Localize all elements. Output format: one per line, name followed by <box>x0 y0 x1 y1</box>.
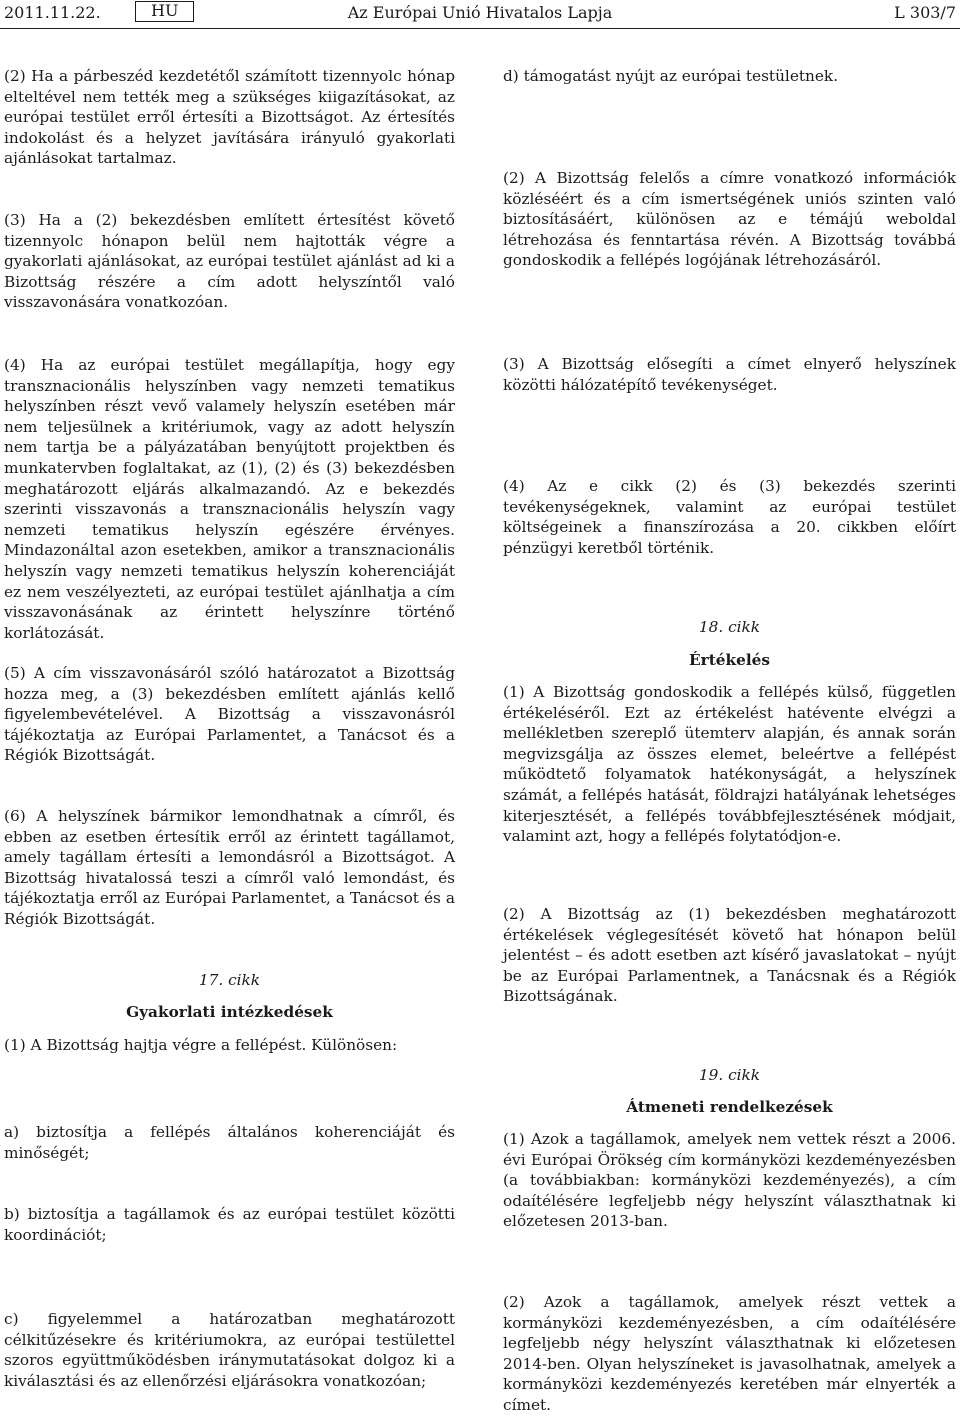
article-18-number: 18. cikk <box>698 618 761 636</box>
paragraph-16-2: (2) Ha a párbeszéd kezdetétől számított tizennyolc hónap elteltével nem tették meg a szükséges kiigazításokat, az európai testület erről értesíti a Bizottságot. Az értesítés indokolást és a helyzet javítására irányuló gyakorlati ajánlásokat tartalmaz. <box>4 67 455 168</box>
journal-title: Az Európai Unió Hivatalos Lapja <box>347 3 613 22</box>
language-badge: HU <box>135 1 194 22</box>
article-19-number: 19. cikk <box>698 1066 761 1084</box>
paragraph-18-1: (1) A Bizottság gondoskodik a fellépés külső, független értékeléséről. Ezt az értékelést hatévente elvégzi a mellékletben szereplő ütemterv alapján, és annak során megvizsgálja az összes elemet, beleértve a fellépést működtető folyamatok hatékonyságát, a helyszínek számát, a fellépés hatását, földrajzi hatályának lehetséges kiterjesztését, a fellépés továbbfejlesztésének módjait, valamint azt, hogy a fellépés folytatódjon-e. <box>503 683 956 846</box>
paragraph-18-2: (2) A Bizottság az (1) bekezdésben meghatározott értékelések véglegesítését követő hat hónapon belül jelentést – és adott esetben azt kísérő javaslatokat – nyújt be az Európai Parlamentnek, a Tanácsnak és a Régiók Bizottságának. <box>503 905 956 1006</box>
article-17-number: 17. cikk <box>198 971 261 989</box>
paragraph-17-4: (4) Az e cikk (2) és (3) bekezdés szerinti tevékenységeknek, valamint az európai testület költségeinek a finanszírozása a 20. cikkben előírt pénzügyi keretből történik. <box>503 477 956 557</box>
paragraph-16-3: (3) Ha a (2) bekezdésben említett értesítést követő tizennyolc hónapon belül nem hajtották végre a gyakorlati ajánlásokat, az európai testület ajánlást ad ki a Bizottság részére a cím adott helyszíntől való visszavonására vonatkozóan. <box>4 211 455 312</box>
paragraph-19-2: (2) Azok a tagállamok, amelyek részt vettek a kormányközi kezdeményezésben, a cím odaítélésére legfeljebb négy helyszínt választhatnak ki előzetesen 2014-ben. Olyan helyszíneket is javasolhatnak, amelyek a kormányközi kezdeményezés keretében már elnyerték a címet. <box>503 1293 956 1414</box>
paragraph-19-1: (1) Azok a tagállamok, amelyek nem vettek részt a 2006. évi Európai Örökség cím kormányközi kezdeményezésben (a továbbiakban: kormányközi kezdeményezés), a cím odaítélésére legfeljebb négy helyszínt választhatnak ki előzetesen 2013-ban. <box>503 1130 956 1231</box>
page-header <box>0 0 960 30</box>
paragraph-16-6: (6) A helyszínek bármikor lemondhatnak a címről, és ebben az esetben értesítik erről az érintett tagállamot, amely tagállam értesíti a lemondásról a Bizottságot. A Bizottság hivatalossá teszi a címről való lemondást, és tájékoztatja erről az Európai Parlamentet, a Tanácsot és a Régiók Bizottságát. <box>4 807 455 928</box>
header-divider <box>0 28 960 29</box>
paragraph-17-1: (1) A Bizottság hajtja végre a fellépést. Különösen: <box>4 1036 398 1054</box>
list-item-17-d: d) támogatást nyújt az európai testületnek. <box>503 67 839 85</box>
paragraph-17-2: (2) A Bizottság felelős a címre vonatkozó információk közléséért és a cím ismertségének uniós szinten való biztosításáért, különösen az e témájú weboldal létrehozása és fenntartása révén. A Bizottság továbbá gondoskodik a fellépés logójának létrehozásáról. <box>503 169 956 270</box>
paragraph-16-5: (5) A cím visszavonásáról szóló határozatot a Bizottság hozza meg, a (3) bekezdésben említett ajánlás kellő figyelembevételével. A Bizottság a visszavonásról tájékoztatja az Európai Parlamentet, a Tanácsot és a Régiók Bizottságát. <box>4 664 455 765</box>
list-item-17-a: a) biztosítja a fellépés általános koherenciáját és minőségét; <box>4 1123 455 1162</box>
article-17-title: Gyakorlati intézkedések <box>126 1003 333 1021</box>
article-19-title: Átmeneti rendelkezések <box>626 1098 833 1116</box>
list-item-17-c: c) figyelemmel a határozatban meghatározott célkitűzésekre és kritériumokra, az európai testülettel szoros együttműködésben iránymutatásokat dolgoz ki a kiválasztási és az ellenőrzési eljárásokra vonatkozóan; <box>4 1310 455 1390</box>
publication-date: 2011.11.22. <box>4 3 101 22</box>
paragraph-17-3: (3) A Bizottság elősegíti a címet elnyerő helyszínek közötti hálózatépítő tevékenységet. <box>503 355 956 394</box>
list-item-17-b: b) biztosítja a tagállamok és az európai testület közötti koordinációt; <box>4 1205 455 1244</box>
article-18-title: Értékelés <box>688 651 770 669</box>
page-reference: L 303/7 <box>894 3 956 22</box>
paragraph-16-4: (4) Ha az európai testület megállapítja, hogy egy transznacionális helyszínben vagy nemzeti tematikus helyszínben részt vevő valamely helyszín esetében már nem teljesülnek a kritériumok, vagy az adott helyszín nem tartja be a pályázatában benyújtott projektben és munkatervben foglaltakat, az (1), (2) és (3) bekezdésben meghatározott eljárás alkalmazandó. Az e bekezdés szerinti visszavonás a transznacionális helyszín vagy nemzeti tematikus helyszín egészére érvényes. Mindazonáltal azon esetekben, amikor a transznacionális helyszín vagy nemzeti tematikus helyszín koherenciáját ez nem veszélyezteti, az európai testület ajánlhatja a cím visszavonásának az érintett helyszínre történő korlátozását. <box>4 356 455 642</box>
